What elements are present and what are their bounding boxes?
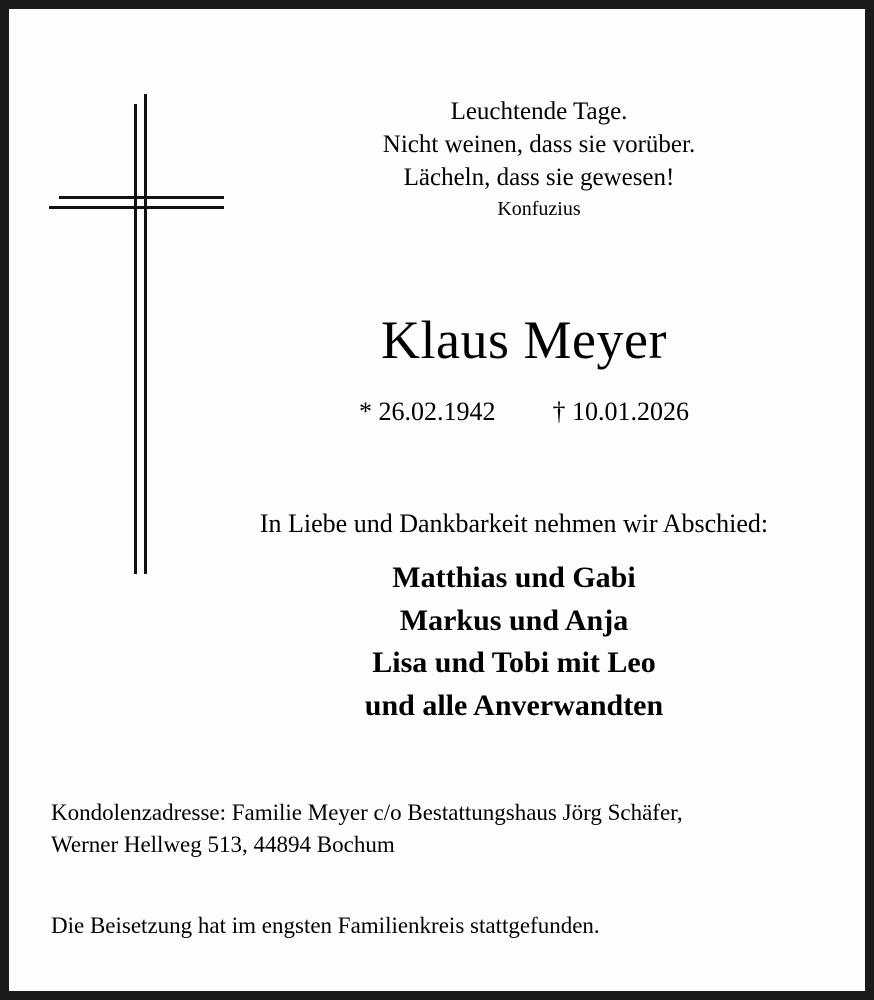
cross-vertical-line-1 <box>134 104 137 574</box>
death-date: † 10.01.2026 <box>552 397 689 426</box>
memorial-verse <box>239 95 839 222</box>
mourners-list <box>159 557 869 727</box>
verse-line-1: Leuchtende Tage. <box>450 98 628 125</box>
list-item: Markus und Anja <box>399 603 629 637</box>
condolence-address-line-2: Werner Hellweg 513, 44894 Bochum <box>51 831 395 857</box>
list-item: und alle Anverwandten <box>364 688 664 722</box>
cross-horizontal-line-1 <box>59 196 224 199</box>
deceased-name: Klaus Meyer <box>381 310 667 370</box>
life-dates <box>179 397 869 427</box>
funeral-note: Die Beisetzung hat im engsten Familienkreis stattgefunden. <box>51 913 600 939</box>
cross-vertical-line-2 <box>144 94 147 574</box>
list-item: Matthias und Gabi <box>392 561 636 594</box>
verse-author: Konfuzius <box>497 198 581 220</box>
birth-date: * 26.02.1942 <box>359 397 496 426</box>
obituary-inner <box>9 9 865 991</box>
verse-line-3: Lächeln, dass sie gewesen! <box>403 164 675 191</box>
verse-line-2: Nicht weinen, dass sie vorüber. <box>382 131 696 158</box>
footer-block <box>51 797 841 942</box>
cross-horizontal-line-2 <box>49 206 224 209</box>
condolence-address-line-1: Kondolenzadresse: Familie Meyer c/o Bestattungshaus Jörg Schäfer, <box>51 800 683 825</box>
farewell-intro: In Liebe und Dankbarkeit nehmen wir Abschied: <box>259 509 769 538</box>
list-item: Lisa und Tobi mit Leo <box>372 646 656 680</box>
